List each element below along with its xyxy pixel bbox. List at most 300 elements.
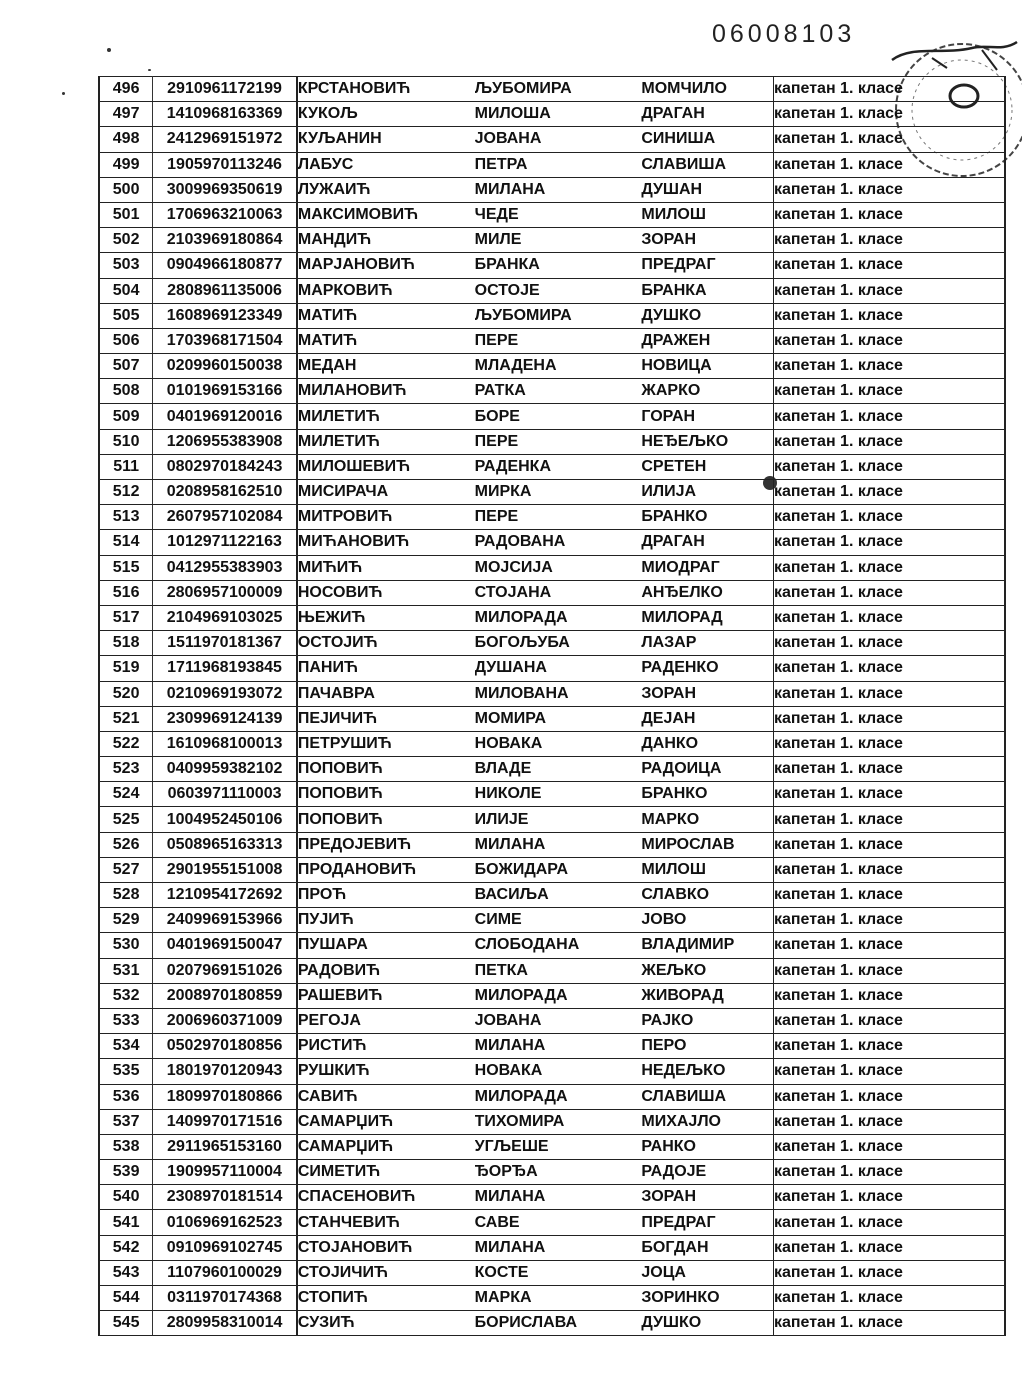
- row-number-cell: 517: [99, 605, 153, 630]
- row-number-cell: 536: [99, 1084, 153, 1109]
- table-row: [99, 1260, 1005, 1285]
- row-number-cell: 512: [99, 480, 153, 505]
- table-row: [99, 1235, 1005, 1260]
- surname-cell: СИМЕТИЋ: [297, 1160, 475, 1185]
- father-name-cell: МИЛОВАНА: [475, 681, 642, 706]
- surname-cell: САВИЋ: [297, 1084, 475, 1109]
- table-row: [99, 77, 1005, 102]
- first-name-cell: МАРКО: [641, 807, 773, 832]
- row-number-cell: 543: [99, 1260, 153, 1285]
- rank-cell: капетан 1. класе: [773, 202, 1005, 227]
- father-name-cell: МЛАДЕНА: [475, 354, 642, 379]
- first-name-cell: МИЛОРАД: [641, 605, 773, 630]
- surname-cell: ПАЧАВРА: [297, 681, 475, 706]
- father-name-cell: МАРКА: [475, 1286, 642, 1311]
- surname-cell: СПАСЕНОВИЋ: [297, 1185, 475, 1210]
- row-number-cell: 521: [99, 706, 153, 731]
- rank-cell: капетан 1. класе: [773, 379, 1005, 404]
- first-name-cell: РАДЕНКО: [641, 656, 773, 681]
- surname-cell: МАТИЋ: [297, 303, 475, 328]
- father-name-cell: МИЛАНА: [475, 177, 642, 202]
- row-number-cell: 540: [99, 1185, 153, 1210]
- rank-cell: капетан 1. класе: [773, 152, 1005, 177]
- table-row: [99, 278, 1005, 303]
- father-name-cell: ПЕРЕ: [475, 328, 642, 353]
- surname-cell: МИТРОВИЋ: [297, 505, 475, 530]
- first-name-cell: НЕЂЕЉКО: [641, 429, 773, 454]
- table-row: [99, 429, 1005, 454]
- row-number-cell: 519: [99, 656, 153, 681]
- first-name-cell: МИРОСЛАВ: [641, 832, 773, 857]
- rank-cell: капетан 1. класе: [773, 1034, 1005, 1059]
- row-number-cell: 506: [99, 328, 153, 353]
- personnel-table: [98, 76, 1006, 1336]
- row-number-cell: 542: [99, 1235, 153, 1260]
- row-number-cell: 541: [99, 1210, 153, 1235]
- rank-cell: капетан 1. класе: [773, 1260, 1005, 1285]
- row-number-cell: 539: [99, 1160, 153, 1185]
- rank-cell: капетан 1. класе: [773, 505, 1005, 530]
- row-number-cell: 526: [99, 832, 153, 857]
- father-name-cell: МИЛАНА: [475, 1034, 642, 1059]
- personal-id-cell: 0910969102745: [153, 1235, 297, 1260]
- first-name-cell: ГОРАН: [641, 404, 773, 429]
- father-name-cell: СТОЈАНА: [475, 580, 642, 605]
- surname-cell: ПРОЋ: [297, 883, 475, 908]
- personal-id-cell: 1909957110004: [153, 1160, 297, 1185]
- scan-speck: [62, 92, 65, 95]
- father-name-cell: КОСТЕ: [475, 1260, 642, 1285]
- rank-cell: капетан 1. класе: [773, 958, 1005, 983]
- father-name-cell: БОРЕ: [475, 404, 642, 429]
- table-row: [99, 454, 1005, 479]
- row-number-cell: 514: [99, 530, 153, 555]
- father-name-cell: МИЛАНА: [475, 1185, 642, 1210]
- first-name-cell: НЕДЕЉКО: [641, 1059, 773, 1084]
- first-name-cell: СЛАВКО: [641, 883, 773, 908]
- father-name-cell: МИЛОРАДА: [475, 1084, 642, 1109]
- rank-cell: капетан 1. класе: [773, 530, 1005, 555]
- father-name-cell: ПЕТКА: [475, 958, 642, 983]
- rank-cell: капетан 1. класе: [773, 681, 1005, 706]
- table-row: [99, 354, 1005, 379]
- rank-cell: капетан 1. класе: [773, 908, 1005, 933]
- father-name-cell: БРАНКА: [475, 253, 642, 278]
- table-row: [99, 782, 1005, 807]
- table-row: [99, 177, 1005, 202]
- surname-cell: РУШКИЋ: [297, 1059, 475, 1084]
- row-number-cell: 502: [99, 228, 153, 253]
- rank-cell: капетан 1. класе: [773, 1059, 1005, 1084]
- rank-cell: капетан 1. класе: [773, 454, 1005, 479]
- rank-cell: капетан 1. класе: [773, 782, 1005, 807]
- father-name-cell: ПЕРЕ: [475, 505, 642, 530]
- table-row: [99, 605, 1005, 630]
- rank-cell: капетан 1. класе: [773, 429, 1005, 454]
- personal-id-cell: 0802970184243: [153, 454, 297, 479]
- first-name-cell: ЖИВОРАД: [641, 983, 773, 1008]
- personal-id-cell: 1610968100013: [153, 731, 297, 756]
- personal-id-cell: 1004952450106: [153, 807, 297, 832]
- table-row: [99, 1160, 1005, 1185]
- father-name-cell: СЛОБОДАНА: [475, 933, 642, 958]
- father-name-cell: МИЛОРАДА: [475, 983, 642, 1008]
- first-name-cell: ЗОРАН: [641, 681, 773, 706]
- first-name-cell: ДУШКО: [641, 303, 773, 328]
- father-name-cell: РАДОВАНА: [475, 530, 642, 555]
- personal-id-cell: 2103969180864: [153, 228, 297, 253]
- first-name-cell: ВЛАДИМИР: [641, 933, 773, 958]
- surname-cell: МАРКОВИЋ: [297, 278, 475, 303]
- row-number-cell: 544: [99, 1286, 153, 1311]
- personal-id-cell: 1703968171504: [153, 328, 297, 353]
- personal-id-cell: 2911965153160: [153, 1134, 297, 1159]
- surname-cell: РАДОВИЋ: [297, 958, 475, 983]
- rank-cell: капетан 1. класе: [773, 1008, 1005, 1033]
- rank-cell: капетан 1. класе: [773, 706, 1005, 731]
- first-name-cell: СРЕТЕН: [641, 454, 773, 479]
- father-name-cell: ЂОРЂА: [475, 1160, 642, 1185]
- personal-id-cell: 1809970180866: [153, 1084, 297, 1109]
- table-row: [99, 152, 1005, 177]
- father-name-cell: ДУШАНА: [475, 656, 642, 681]
- father-name-cell: БОГОЉУБА: [475, 631, 642, 656]
- personal-id-cell: 2309969124139: [153, 706, 297, 731]
- rank-cell: капетан 1. класе: [773, 631, 1005, 656]
- father-name-cell: ЉУБОМИРА: [475, 303, 642, 328]
- surname-cell: МАТИЋ: [297, 328, 475, 353]
- rank-cell: капетан 1. класе: [773, 656, 1005, 681]
- table-row: [99, 656, 1005, 681]
- table-row: [99, 1185, 1005, 1210]
- row-number-cell: 504: [99, 278, 153, 303]
- first-name-cell: ЗОРАН: [641, 228, 773, 253]
- rank-cell: капетан 1. класе: [773, 102, 1005, 127]
- table-row: [99, 807, 1005, 832]
- surname-cell: СТОЈАНОВИЋ: [297, 1235, 475, 1260]
- personal-id-cell: 0508965163313: [153, 832, 297, 857]
- personal-id-cell: 2409969153966: [153, 908, 297, 933]
- first-name-cell: ЈОЦА: [641, 1260, 773, 1285]
- surname-cell: МЕДАН: [297, 354, 475, 379]
- first-name-cell: МИХАЈЛО: [641, 1109, 773, 1134]
- rank-cell: капетан 1. класе: [773, 983, 1005, 1008]
- table-row: [99, 681, 1005, 706]
- first-name-cell: ПРЕДРАГ: [641, 1210, 773, 1235]
- row-number-cell: 534: [99, 1034, 153, 1059]
- first-name-cell: ДРАГАН: [641, 102, 773, 127]
- father-name-cell: МИЛАНА: [475, 832, 642, 857]
- first-name-cell: ДУШКО: [641, 1311, 773, 1336]
- row-number-cell: 523: [99, 757, 153, 782]
- table-row: [99, 757, 1005, 782]
- rank-cell: капетан 1. класе: [773, 1109, 1005, 1134]
- surname-cell: ЛАБУС: [297, 152, 475, 177]
- row-number-cell: 518: [99, 631, 153, 656]
- personal-id-cell: 2910961172199: [153, 77, 297, 102]
- table-row: [99, 832, 1005, 857]
- father-name-cell: МИЛОРАДА: [475, 605, 642, 630]
- father-name-cell: НИКОЛЕ: [475, 782, 642, 807]
- personal-id-cell: 1511970181367: [153, 631, 297, 656]
- rank-cell: капетан 1. класе: [773, 1084, 1005, 1109]
- first-name-cell: ЖАРКО: [641, 379, 773, 404]
- surname-cell: ПУЈИЋ: [297, 908, 475, 933]
- surname-cell: ЛУЖАИЋ: [297, 177, 475, 202]
- rank-cell: капетан 1. класе: [773, 731, 1005, 756]
- father-name-cell: ОСТОЈЕ: [475, 278, 642, 303]
- rank-cell: капетан 1. класе: [773, 1235, 1005, 1260]
- row-number-cell: 507: [99, 354, 153, 379]
- rank-cell: капетан 1. класе: [773, 857, 1005, 882]
- first-name-cell: РАДОЈЕ: [641, 1160, 773, 1185]
- first-name-cell: ЈОВО: [641, 908, 773, 933]
- row-number-cell: 505: [99, 303, 153, 328]
- personal-id-cell: 2412969151972: [153, 127, 297, 152]
- father-name-cell: РАДЕНКА: [475, 454, 642, 479]
- row-number-cell: 516: [99, 580, 153, 605]
- surname-cell: РЕГОЈА: [297, 1008, 475, 1033]
- surname-cell: ПУШАРА: [297, 933, 475, 958]
- row-number-cell: 524: [99, 782, 153, 807]
- father-name-cell: МИЛОША: [475, 102, 642, 127]
- table-row: [99, 202, 1005, 227]
- father-name-cell: БОЖИДАРА: [475, 857, 642, 882]
- first-name-cell: ДРАГАН: [641, 530, 773, 555]
- personal-id-cell: 2806957100009: [153, 580, 297, 605]
- table-row: [99, 404, 1005, 429]
- father-name-cell: НОВАКА: [475, 1059, 642, 1084]
- surname-cell: ПОПОВИЋ: [297, 782, 475, 807]
- rank-cell: капетан 1. класе: [773, 404, 1005, 429]
- row-number-cell: 520: [99, 681, 153, 706]
- personal-id-cell: 1608969123349: [153, 303, 297, 328]
- table-row: [99, 731, 1005, 756]
- father-name-cell: УГЉЕШЕ: [475, 1134, 642, 1159]
- table-row: [99, 228, 1005, 253]
- father-name-cell: ЧЕДЕ: [475, 202, 642, 227]
- father-name-cell: ПЕРЕ: [475, 429, 642, 454]
- surname-cell: ПЕЈИЧИЋ: [297, 706, 475, 731]
- father-name-cell: ВЛАДЕ: [475, 757, 642, 782]
- personal-id-cell: 2607957102084: [153, 505, 297, 530]
- rank-cell: капетан 1. класе: [773, 757, 1005, 782]
- personal-id-cell: 2809958310014: [153, 1311, 297, 1336]
- surname-cell: СТОЈИЧИЋ: [297, 1260, 475, 1285]
- row-number-cell: 503: [99, 253, 153, 278]
- row-number-cell: 501: [99, 202, 153, 227]
- first-name-cell: МОМЧИЛО: [641, 77, 773, 102]
- rank-cell: капетан 1. класе: [773, 807, 1005, 832]
- table-row: [99, 958, 1005, 983]
- row-number-cell: 531: [99, 958, 153, 983]
- surname-cell: ПОПОВИЋ: [297, 757, 475, 782]
- surname-cell: ПОПОВИЋ: [297, 807, 475, 832]
- table-row: [99, 102, 1005, 127]
- row-number-cell: 528: [99, 883, 153, 908]
- rank-cell: капетан 1. класе: [773, 278, 1005, 303]
- first-name-cell: БРАНКО: [641, 505, 773, 530]
- first-name-cell: РАНКО: [641, 1134, 773, 1159]
- first-name-cell: НОВИЦА: [641, 354, 773, 379]
- table-row: [99, 580, 1005, 605]
- table-row: [99, 1286, 1005, 1311]
- rank-cell: капетан 1. класе: [773, 177, 1005, 202]
- personal-id-cell: 0311970174368: [153, 1286, 297, 1311]
- first-name-cell: ЗОРИНКО: [641, 1286, 773, 1311]
- personal-id-cell: 0209960150038: [153, 354, 297, 379]
- table-row: [99, 303, 1005, 328]
- table-row: [99, 555, 1005, 580]
- personal-id-cell: 2808961135006: [153, 278, 297, 303]
- father-name-cell: РАТКА: [475, 379, 642, 404]
- rank-cell: капетан 1. класе: [773, 303, 1005, 328]
- row-number-cell: 525: [99, 807, 153, 832]
- father-name-cell: ПЕТРА: [475, 152, 642, 177]
- personal-id-cell: 0904966180877: [153, 253, 297, 278]
- father-name-cell: СИМЕ: [475, 908, 642, 933]
- surname-cell: КУЉАНИН: [297, 127, 475, 152]
- first-name-cell: ЗОРАН: [641, 1185, 773, 1210]
- personal-id-cell: 2104969103025: [153, 605, 297, 630]
- rank-cell: капетан 1. класе: [773, 883, 1005, 908]
- surname-cell: МАНДИЋ: [297, 228, 475, 253]
- table-row: [99, 480, 1005, 505]
- row-number-cell: 529: [99, 908, 153, 933]
- father-name-cell: ЈОВАНА: [475, 1008, 642, 1033]
- personal-id-cell: 1012971122163: [153, 530, 297, 555]
- personal-id-cell: 2308970181514: [153, 1185, 297, 1210]
- table-row: [99, 505, 1005, 530]
- surname-cell: МИЋАНОВИЋ: [297, 530, 475, 555]
- personal-id-cell: 3009969350619: [153, 177, 297, 202]
- table-row: [99, 706, 1005, 731]
- surname-cell: МИЛЕТИЋ: [297, 429, 475, 454]
- table-row: [99, 1008, 1005, 1033]
- table-row: [99, 253, 1005, 278]
- rank-cell: капетан 1. класе: [773, 605, 1005, 630]
- row-number-cell: 537: [99, 1109, 153, 1134]
- row-number-cell: 538: [99, 1134, 153, 1159]
- personal-id-cell: 1905970113246: [153, 152, 297, 177]
- row-number-cell: 509: [99, 404, 153, 429]
- surname-cell: МИЛЕТИЋ: [297, 404, 475, 429]
- rank-cell: капетан 1. класе: [773, 1311, 1005, 1336]
- surname-cell: САМАРЏИЋ: [297, 1134, 475, 1159]
- rank-cell: капетан 1. класе: [773, 480, 1005, 505]
- surname-cell: РИСТИЋ: [297, 1034, 475, 1059]
- first-name-cell: ПРЕДРАГ: [641, 253, 773, 278]
- rank-cell: капетан 1. класе: [773, 1160, 1005, 1185]
- first-name-cell: ДУШАН: [641, 177, 773, 202]
- father-name-cell: ЈОВАНА: [475, 127, 642, 152]
- personal-id-cell: 1409970171516: [153, 1109, 297, 1134]
- table-row: [99, 1059, 1005, 1084]
- father-name-cell: МИЛЕ: [475, 228, 642, 253]
- row-number-cell: 527: [99, 857, 153, 882]
- personal-id-cell: 1711968193845: [153, 656, 297, 681]
- personal-id-cell: 0401969120016: [153, 404, 297, 429]
- personal-id-cell: 0409959382102: [153, 757, 297, 782]
- surname-cell: ПРОДАНОВИЋ: [297, 857, 475, 882]
- rank-cell: капетан 1. класе: [773, 328, 1005, 353]
- first-name-cell: ДЕЈАН: [641, 706, 773, 731]
- father-name-cell: ИЛИЈЕ: [475, 807, 642, 832]
- father-name-cell: ВАСИЉА: [475, 883, 642, 908]
- row-number-cell: 515: [99, 555, 153, 580]
- table-row: [99, 1084, 1005, 1109]
- father-name-cell: САВЕ: [475, 1210, 642, 1235]
- table-row: [99, 857, 1005, 882]
- table-row: [99, 1134, 1005, 1159]
- surname-cell: МИЋИЋ: [297, 555, 475, 580]
- rank-cell: капетан 1. класе: [773, 555, 1005, 580]
- father-name-cell: ТИХОМИРА: [475, 1109, 642, 1134]
- row-number-cell: 533: [99, 1008, 153, 1033]
- table-row: [99, 328, 1005, 353]
- surname-cell: МАРЈАНОВИЋ: [297, 253, 475, 278]
- table-row: [99, 1210, 1005, 1235]
- first-name-cell: РАЈКО: [641, 1008, 773, 1033]
- first-name-cell: БРАНКА: [641, 278, 773, 303]
- document-number: 06008103: [712, 20, 856, 48]
- first-name-cell: ЛАЗАР: [641, 631, 773, 656]
- first-name-cell: БОГДАН: [641, 1235, 773, 1260]
- father-name-cell: БОРИСЛАВА: [475, 1311, 642, 1336]
- personal-id-cell: 1410968163369: [153, 102, 297, 127]
- father-name-cell: МИЛАНА: [475, 1235, 642, 1260]
- first-name-cell: ИЛИЈА: [641, 480, 773, 505]
- table-row: [99, 127, 1005, 152]
- rank-cell: капетан 1. класе: [773, 580, 1005, 605]
- personal-id-cell: 2006960371009: [153, 1008, 297, 1033]
- row-number-cell: 522: [99, 731, 153, 756]
- surname-cell: СУЗИЋ: [297, 1311, 475, 1336]
- first-name-cell: МИЛОШ: [641, 857, 773, 882]
- personal-id-cell: 0208958162510: [153, 480, 297, 505]
- row-number-cell: 513: [99, 505, 153, 530]
- row-number-cell: 545: [99, 1311, 153, 1336]
- first-name-cell: МИЛОШ: [641, 202, 773, 227]
- surname-cell: ОСТОЈИЋ: [297, 631, 475, 656]
- first-name-cell: ДАНКО: [641, 731, 773, 756]
- first-name-cell: БРАНКО: [641, 782, 773, 807]
- surname-cell: МИСИРАЧА: [297, 480, 475, 505]
- father-name-cell: МИРКА: [475, 480, 642, 505]
- first-name-cell: РАДОИЦА: [641, 757, 773, 782]
- rank-cell: капетан 1. класе: [773, 1185, 1005, 1210]
- first-name-cell: ЖЕЉКО: [641, 958, 773, 983]
- personal-id-cell: 0502970180856: [153, 1034, 297, 1059]
- personal-id-cell: 0210969193072: [153, 681, 297, 706]
- father-name-cell: НОВАКА: [475, 731, 642, 756]
- table-row: [99, 379, 1005, 404]
- surname-cell: СТОПИЋ: [297, 1286, 475, 1311]
- father-name-cell: МОМИРА: [475, 706, 642, 731]
- first-name-cell: ПЕРО: [641, 1034, 773, 1059]
- personal-id-cell: 1706963210063: [153, 202, 297, 227]
- personal-id-cell: 0101969153166: [153, 379, 297, 404]
- row-number-cell: 535: [99, 1059, 153, 1084]
- personal-id-cell: 0412955383903: [153, 555, 297, 580]
- father-name-cell: МОЈСИЈА: [475, 555, 642, 580]
- rank-cell: капетан 1. класе: [773, 127, 1005, 152]
- first-name-cell: МИОДРАГ: [641, 555, 773, 580]
- row-number-cell: 500: [99, 177, 153, 202]
- first-name-cell: СЛАВИША: [641, 1084, 773, 1109]
- rank-cell: капетан 1. класе: [773, 933, 1005, 958]
- row-number-cell: 499: [99, 152, 153, 177]
